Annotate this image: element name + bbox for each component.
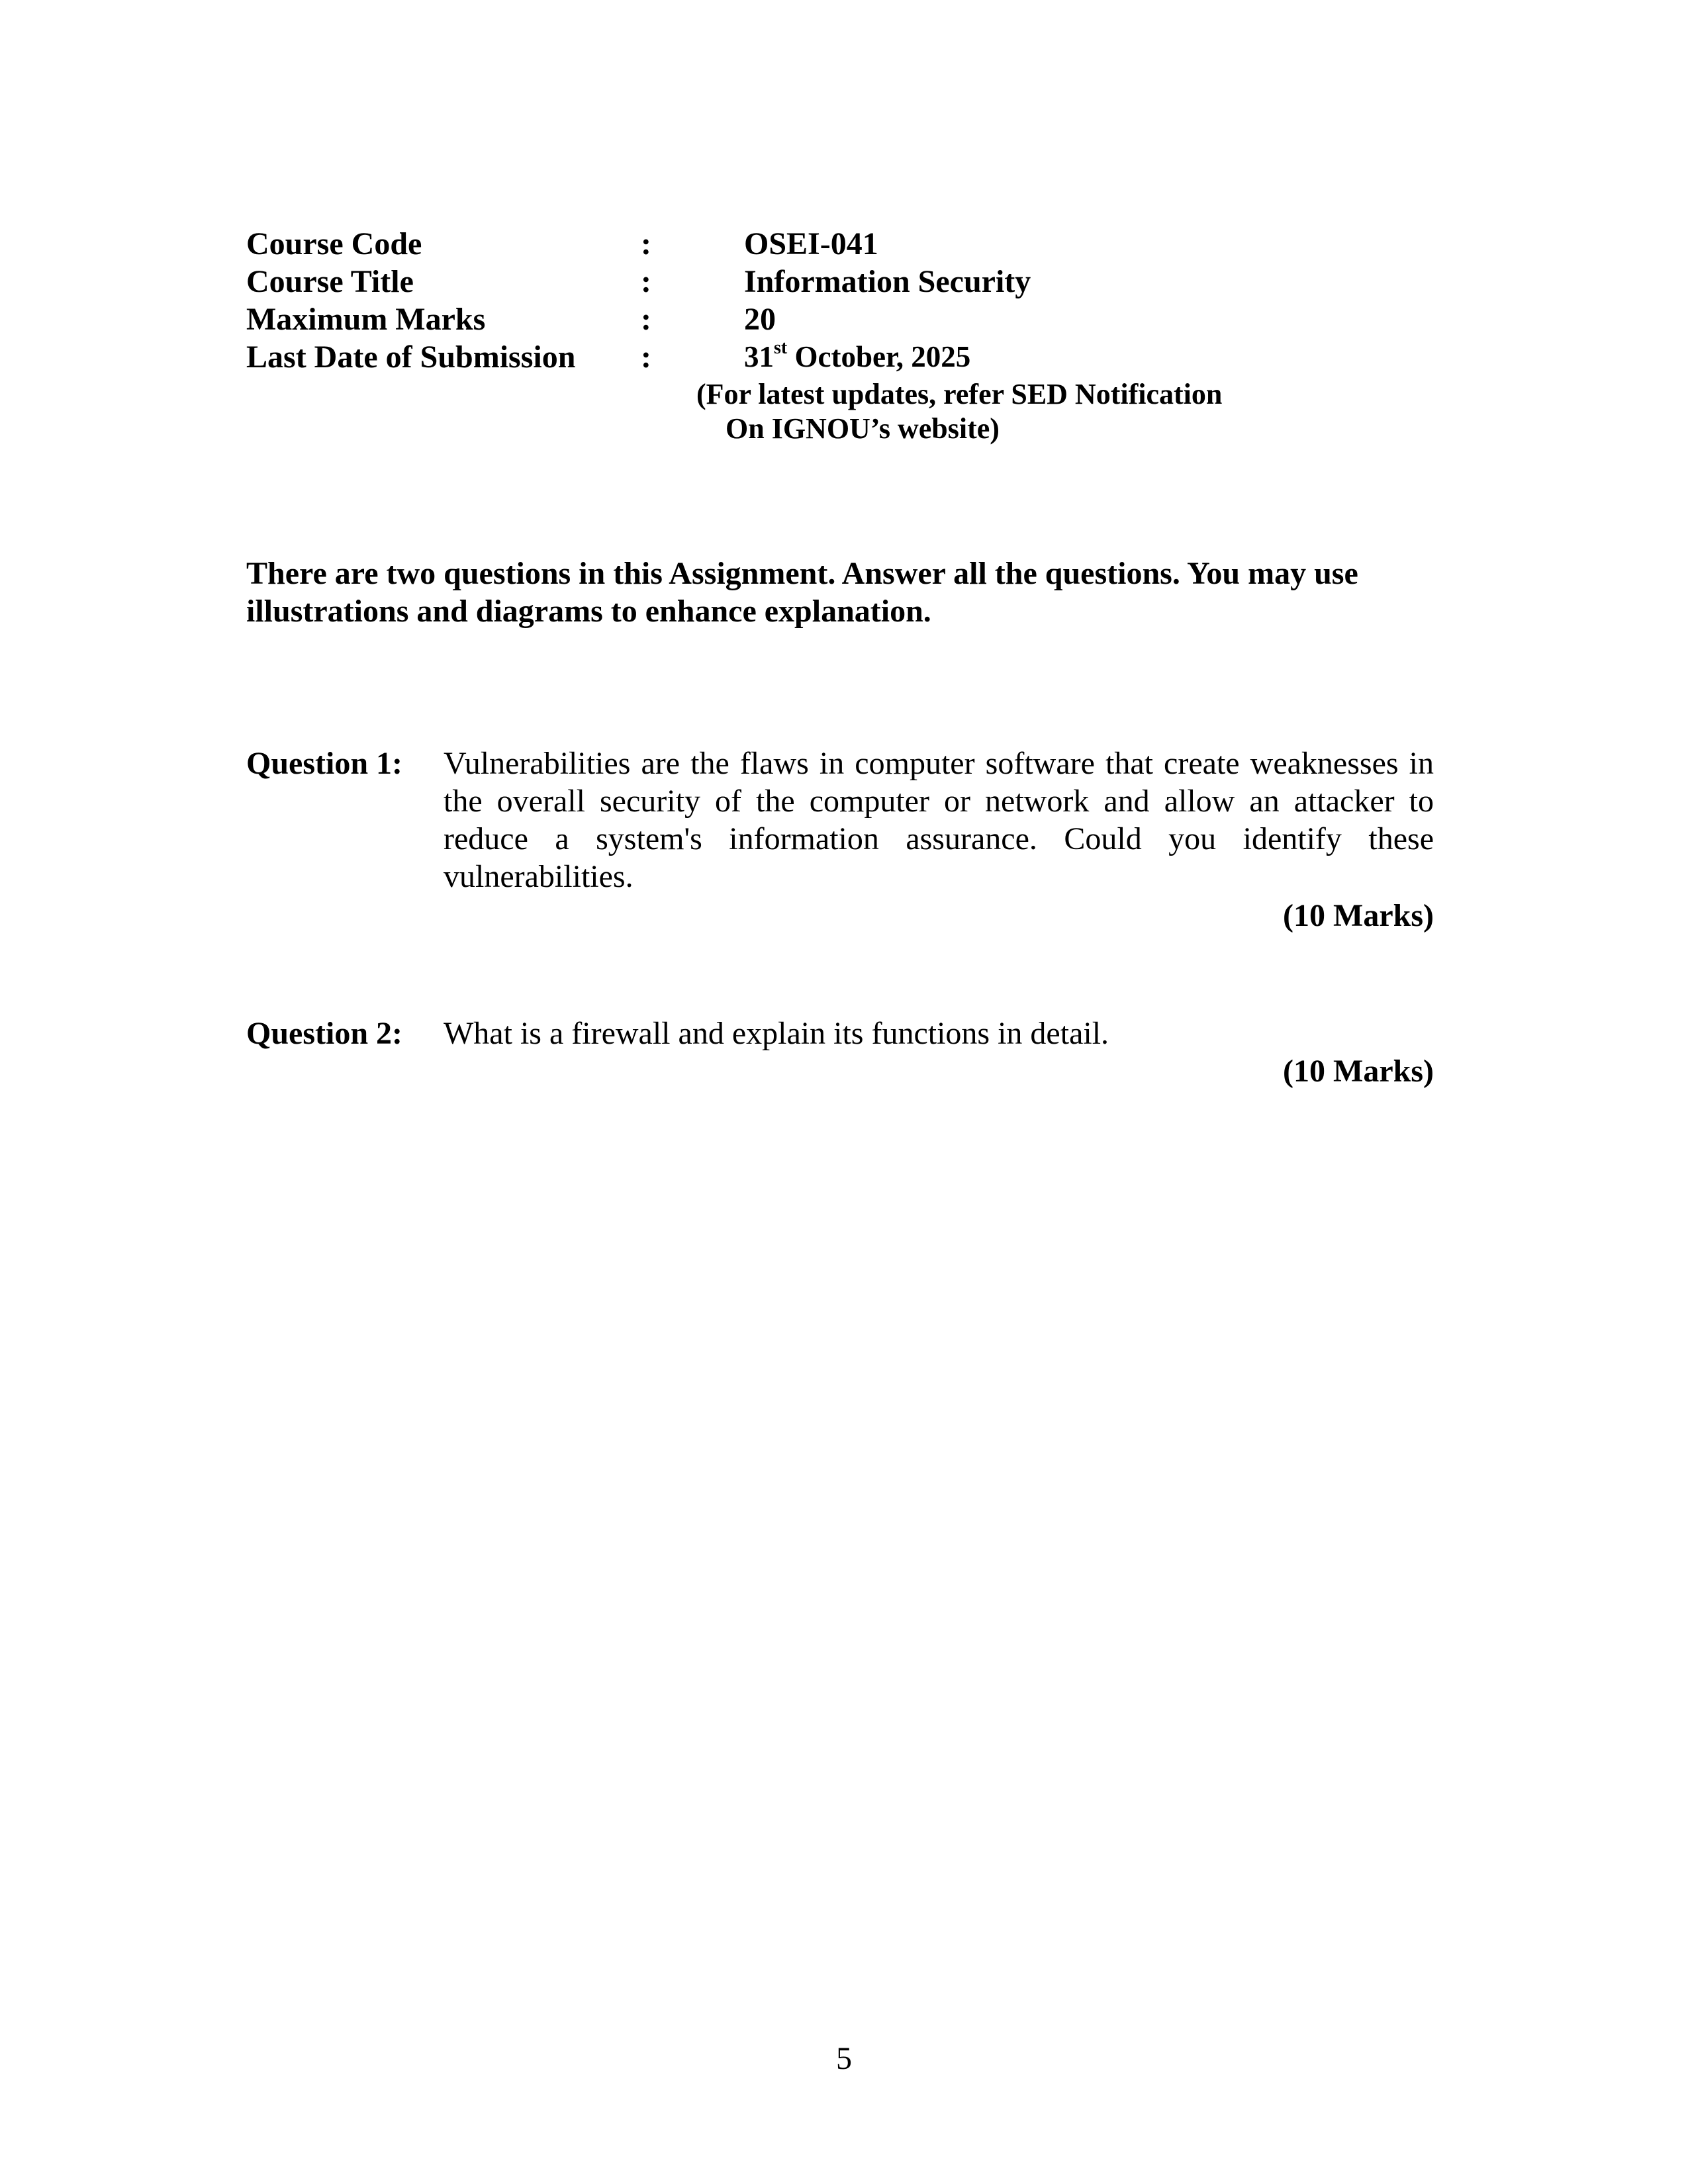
course-title-row	[246, 263, 1451, 300]
course-title-label: Course Title	[246, 264, 414, 299]
course-code-row	[246, 225, 1451, 263]
question-1-marks: (10 Marks)	[1283, 898, 1434, 933]
question-2-label: Question 2:	[246, 1016, 403, 1051]
course-code-label: Course Code	[246, 226, 422, 261]
question-1	[246, 745, 1438, 943]
page-number: 5	[836, 2041, 852, 2076]
question-1-text: Vulnerabilities are the flaws in computer software that create weaknesses in the overall security of the computer or network and allow an attacker to reduce a system's information assurance. Could you identify these vulnerabilities.	[444, 746, 1434, 894]
course-code-value: OSEI-041	[744, 226, 878, 261]
separator-colon: :	[641, 302, 651, 337]
updates-note-line-2: On IGNOU’s website)	[726, 412, 1000, 445]
question-2-marks: (10 Marks)	[1283, 1054, 1434, 1089]
maximum-marks-label: Maximum Marks	[246, 302, 486, 337]
question-2-text: What is a firewall and explain its functions in detail.	[444, 1016, 1109, 1051]
submission-date-label: Last Date of Submission	[246, 340, 576, 375]
separator-colon: :	[641, 340, 651, 375]
assignment-instructions: There are two questions in this Assignment. Answer all the questions. You may use illustrations and diagrams to enhance explanation.	[246, 556, 1358, 629]
separator-colon: :	[641, 264, 651, 299]
date-day: 31	[744, 340, 774, 373]
maximum-marks-value: 20	[744, 302, 776, 337]
date-month-year: October, 2025	[787, 340, 971, 373]
submission-date-value	[744, 338, 970, 376]
course-details	[246, 225, 1451, 445]
question-2	[246, 1015, 1438, 1101]
updates-note-line-1: (For latest updates, refer SED Notification	[696, 378, 1223, 410]
course-title-value: Information Security	[744, 264, 1031, 299]
date-ordinal-suffix: st	[774, 338, 788, 358]
question-1-label: Question 1:	[246, 746, 403, 781]
submission-date-row	[246, 338, 1451, 376]
maximum-marks-row	[246, 300, 1451, 338]
separator-colon: :	[641, 226, 651, 261]
